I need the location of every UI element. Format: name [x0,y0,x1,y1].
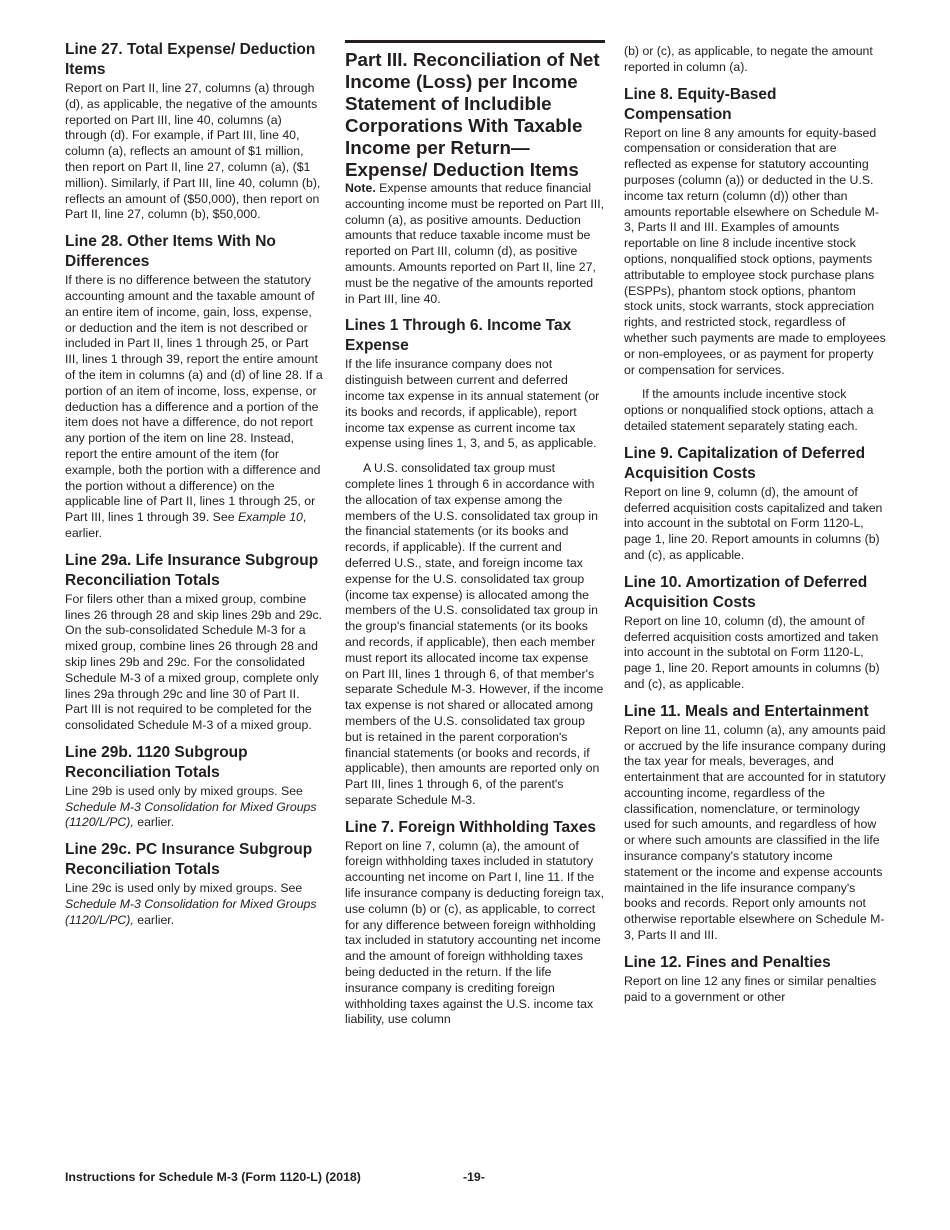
paragraph-line-29b [65,784,325,831]
paragraph-text: If there is no difference between the statutory accounting amount and the taxable amount of an entire item of income, gain, loss, expense, or deduction and the item is not described or included in Part II, lines 1 through 25, or Part III, lines 1 through 39, report the entire amount of the item in columns (a) and (d) of line 28. If a portion of an item of income, loss, expense, or deduction has a difference and a portion of the item does not have a difference, do not report any portion of the item on line 28. Instead, report the entire amount of the item (for example, both the portion with a difference and the portion without a difference) on the applicable line of Part II, lines 1 through 25, or Part III, lines 1 through 39. See [65,273,323,525]
paragraph-lines-1-6-b: A U.S. consolidated tax group must complete lines 1 through 6 in accordance with the allocation of tax expense among the members of the U.S. consolidated tax group in the financial statements (or its books and records, if applicable). If the current and deferred U.S., state, and foreign income tax expense for the U.S. consolidated tax group (income tax expense) is allocated among the members of the U.S. consolidated tax group in the group's financial statements (or its books and records, if applicable), then each member must report its allocated income tax expense on Part III, lines 1 through 6, of that member's separate Schedule M-3. However, if the income tax expense is not shared or allocated among members of the U.S. consolidated tax group but is retained in the parent corporation's financial statements (or books and records, if applicable), then amounts are reported only on Part III, lines 1 through 6, of the parent's separate Schedule M-3. [345,461,604,807]
paragraph-line-10: Report on line 10, column (d), the amount of deferred acquisition costs amortized and taken into account in the subtotal on Form 1120-L, page 1, line 20. Report amounts in columns (b) and (c), as applicable. [624,613,880,691]
heading-line-29a: Line 29a. Life Insurance Subgroup Reconciliation Totals [65,551,319,589]
cross-reference: Schedule M-3 Consolidation for Mixed Groups (1120/L/PC), [65,799,317,830]
paragraph-text: , earlier. [65,510,307,540]
paragraph-line-29a: For filers other than a mixed group, combine lines 26 through 28 and skip lines 29b and 29c. On the sub-consolidated Schedule M-3 for a mixed group, combine lines 26 through 28 and skip lines 29b and 29c. For the consolidated Schedule M-3 of a mixed group, complete only lines 29a through 29c and line 30 of Part II. Part III is not required to be completed for the consolidated Schedule M-3 of a mixed group. [65,591,323,733]
heading-line-11: Line 11. Meals and Entertainment [624,702,869,720]
page-number: -19- [463,1170,485,1184]
paragraph-line-29c [65,881,325,928]
column-middle [345,40,605,1037]
paragraph-text: Line 29b is used only by mixed groups. See [65,783,303,798]
part-iii-note [345,181,605,307]
paragraph-line-7: Report on line 7, column (a), the amount of foreign withholding taxes included in statutory accounting net income on Part I, line 11. If the life insurance company is deducting foreign tax, use column (b) or (c), as applicable, to correct for any difference between foreign withholding tax included in statutory accounting net income and the amount of foreign withholding taxes being deducted in the return. If the life insurance company is crediting foreign withholding taxes against the U.S. income tax liability, use column [345,838,605,1027]
column-right [624,44,886,1014]
paragraph-line-9: Report on line 9, column (d), the amount of deferred acquisition costs capitalized and taken into account in the subtotal on Form 1120-L, page 1, line 20. Report amounts in columns (b) and (c), as applicable. [624,484,883,562]
paragraph-line-8-b: If the amounts include incentive stock options or nonqualified stock options, attach a detailed statement separately stating each. [624,387,874,433]
heading-line-8: Line 8. Equity-Based Compensation [624,85,777,123]
paragraph-lines-1-6-a: If the life insurance company does not distinguish between current and deferred income tax expense in its annual statement (or its books and records, if applicable), report income tax expense as current income tax expense using lines 1, 3, and 5, as applicable. [345,357,600,451]
cross-reference: Example 10 [237,510,303,525]
footer-title: Instructions for Schedule M-3 (Form 1120-L) (2018) [65,1170,361,1184]
paragraph-line-8-a: Report on line 8 any amounts for equity-based compensation or consideration that are reflected as expense for statutory accounting purposes (column (a)) or deducted in the U.S. income tax return (column (d)) other than amounts reportable elsewhere on Schedule M-3, Parts II and III. Examples of amounts reportable on line 8 include incentive stock options, nonqualified stock options, payments attributable to employee stock purchase plans (ESPPs), phantom stock options, phantom stock units, stock warrants, stock appreciation rights, and restricted stock, regardless of whether such payments are made to employees or non-employees, or as payment for property or compensation for services. [624,125,886,377]
heading-line-7: Line 7. Foreign Withholding Taxes [345,818,597,836]
paragraph-text: Line 29c is used only by mixed groups. See [65,881,303,896]
heading-line-9: Line 9. Capitalization of Deferred Acquisition Costs [624,444,866,482]
paragraph-continued: (b) or (c), as applicable, to negate the amount reported in column (a). [624,44,873,74]
heading-line-29c: Line 29c. PC Insurance Subgroup Reconciliation Totals [65,841,313,879]
cross-reference: Schedule M-3 Consolidation for Mixed Groups (1120/L/PC), [65,897,317,927]
heading-lines-1-through-6: Lines 1 Through 6. Income Tax Expense [345,317,572,355]
heading-line-29b: Line 29b. 1120 Subgroup Reconciliation Totals [65,743,248,781]
paragraph-line-11: Report on line 11, column (a), any amounts paid or accrued by the life insurance company during the tax year for meals, beverages, and entertainment that are accounted for in statutory accounting income, regardless of the classification, nomenclature, or terminology used for such amounts, and regardless of how or where such amounts are classified in the life insurance company's statutory income statement or the income and expense accounts maintained in the life insurance company's books and records. Report only amounts not otherwise reportable elsewhere on Schedule M-3, Parts II and III. [624,722,886,943]
paragraph-line-12: Report on line 12 any fines or similar penalties paid to a government or other [624,973,877,1004]
column-left [65,40,325,938]
heading-line-12: Line 12. Fines and Penalties [624,953,831,971]
heading-line-27: Line 27. Total Expense/ Deduction Items [65,41,316,78]
paragraph-text: earlier. [133,815,175,830]
paragraph-line-28 [65,273,325,542]
note-text: Expense amounts that reduce financial accounting income must be reported on Part III, column (a), as positive amounts. Deduction amounts that reduce taxable income must be reported on Part III, column (d), as positive amounts. Amounts reported on Part II, line 27, must be the negative of the amounts reported in Part III, line 40. [345,181,605,306]
heading-line-10: Line 10. Amortization of Deferred Acquisition Costs [624,573,868,611]
part-iii-title: Part III. Reconciliation of Net Income (Loss) per Income Statement of Includible Corporations With Taxable Income per Return—Expense/ Deduction Items [345,40,605,181]
heading-line-28: Line 28. Other Items With No Differences [65,233,276,271]
note-label: Note. [345,181,376,195]
paragraph-text: earlier. [133,912,175,927]
paragraph-line-27: Report on Part II, line 27, columns (a) through (d), as applicable, the negative of the amounts reported on Part III, line 40, columns (a) through (d). For example, if Part III, line 40, column (a), reflects an amount of $1 million, then report on Part II, line 27, column (a), ($1 million). Similarly, if Part III, line 40, column (b), reflects an amount of ($50,000), then report on Part II, line 27, column (b), $50,000. [65,81,321,222]
